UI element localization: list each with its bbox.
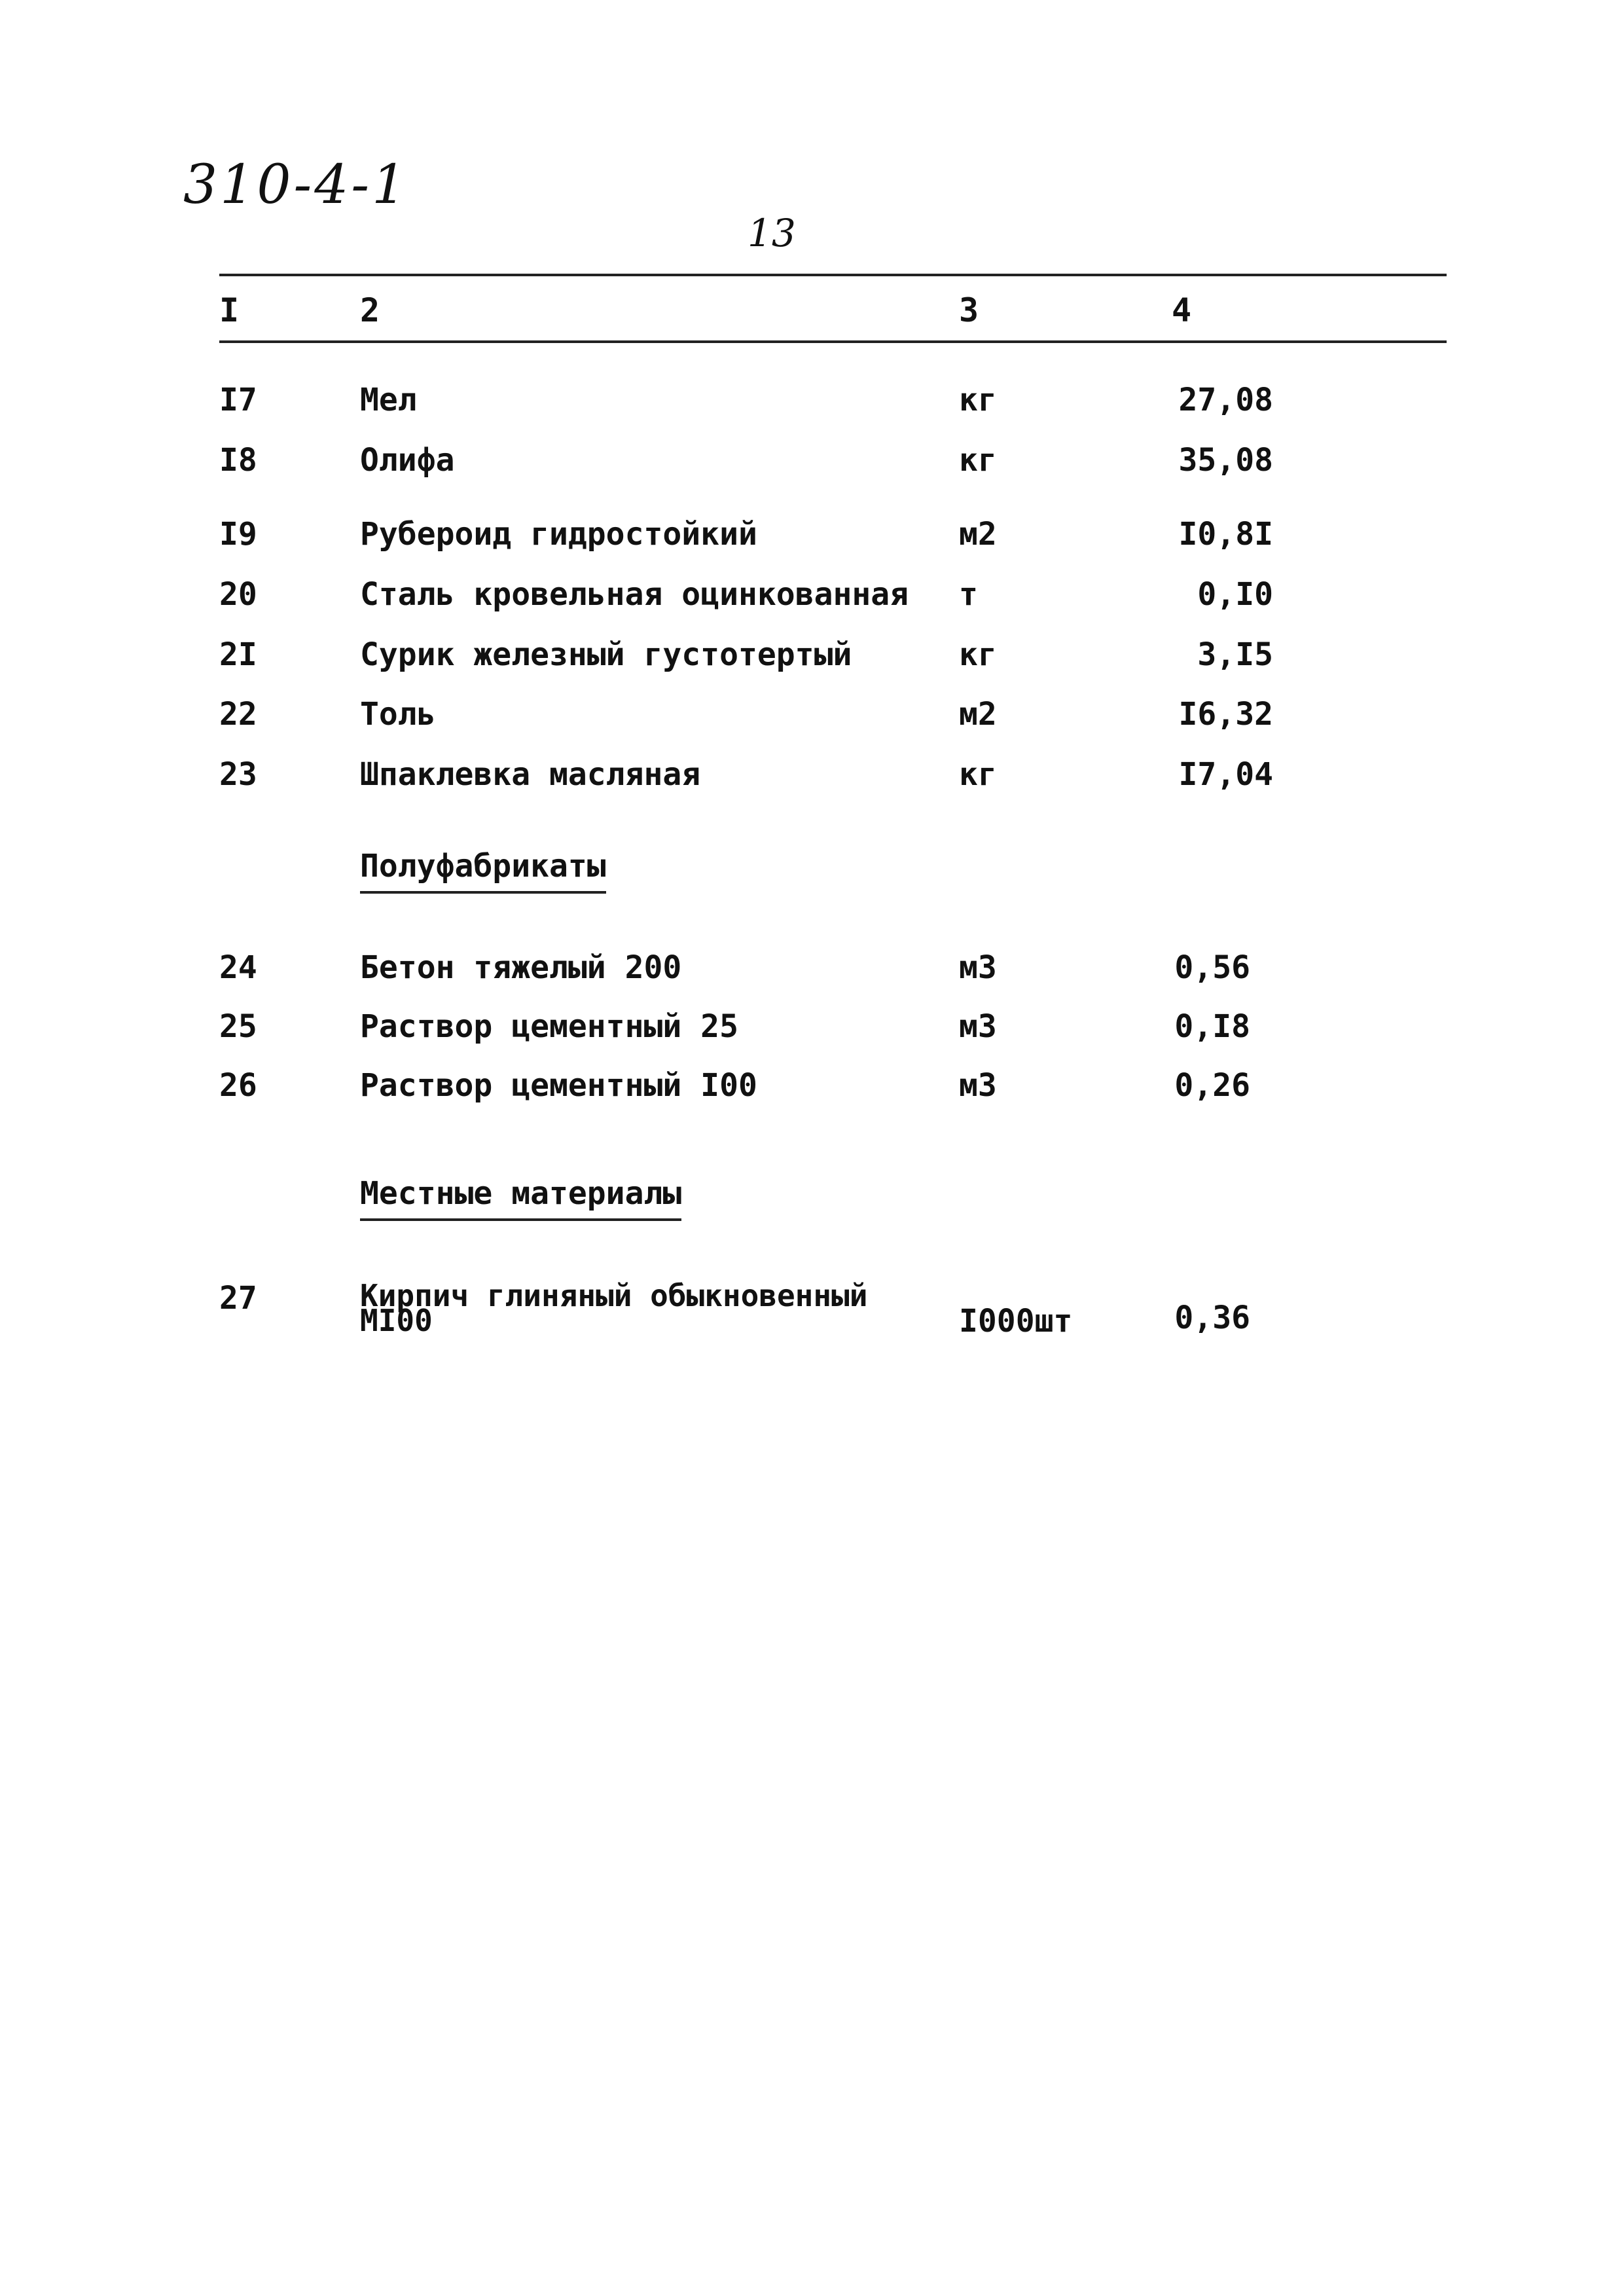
material-name-line-1: Кирпич глиняный обыкновенный xyxy=(360,1278,868,1313)
row-number: 27 xyxy=(219,1280,257,1317)
row-number: 22 xyxy=(219,696,257,733)
unit: кг xyxy=(959,756,997,793)
quantity: I0,8I xyxy=(1178,516,1273,553)
section-title-local-materials: Местные материалы xyxy=(360,1175,681,1221)
quantity: 3,I5 xyxy=(1197,636,1273,673)
material-name: Сталь кровельная оцинкованная xyxy=(360,576,909,613)
row-number: I8 xyxy=(219,442,257,479)
unit: м2 xyxy=(959,516,997,553)
row-number: 26 xyxy=(219,1067,257,1104)
unit: кг xyxy=(959,442,997,479)
header-col-4: 4 xyxy=(1172,291,1192,329)
quantity: 27,08 xyxy=(1178,382,1273,418)
unit: кг xyxy=(959,636,997,673)
quantity: 35,08 xyxy=(1178,442,1273,479)
unit: м3 xyxy=(959,1067,997,1104)
quantity: 0,I0 xyxy=(1197,576,1273,613)
header-col-3: 3 xyxy=(959,291,979,329)
quantity: 0,36 xyxy=(1174,1300,1250,1336)
section-title-semi-finished: Полуфабрикаты xyxy=(360,848,606,894)
quantity: 0,56 xyxy=(1174,949,1250,986)
material-name: Сурик железный густотертый xyxy=(360,636,852,673)
row-number: I7 xyxy=(219,382,257,418)
material-name-line-2: МI00 xyxy=(360,1303,433,1338)
page-number: 13 xyxy=(748,211,796,255)
quantity: 0,I8 xyxy=(1174,1008,1250,1045)
material-name: Раствор цементный I00 xyxy=(360,1067,757,1104)
row-number: 25 xyxy=(219,1008,257,1045)
unit: м2 xyxy=(959,696,997,733)
unit: м3 xyxy=(959,949,997,986)
header-col-2: 2 xyxy=(360,291,380,329)
material-name: Рубероид гидростойкий xyxy=(360,516,757,553)
unit: т xyxy=(959,576,978,613)
material-name: Шпаклевка масляная xyxy=(360,756,701,793)
row-number: 24 xyxy=(219,949,257,986)
row-number: 23 xyxy=(219,756,257,793)
material-name: Мел xyxy=(360,382,417,418)
unit: I000шт xyxy=(959,1303,1073,1339)
quantity: I7,04 xyxy=(1178,756,1273,793)
material-name: Олифа xyxy=(360,442,455,479)
quantity: I6,32 xyxy=(1178,696,1273,733)
header-col-1: I xyxy=(219,291,240,329)
unit: м3 xyxy=(959,1008,997,1045)
row-number: I9 xyxy=(219,516,257,553)
document-code: 310-4-1 xyxy=(183,154,409,216)
row-number: 20 xyxy=(219,576,257,613)
material-name: Толь xyxy=(360,696,436,733)
row-number: 2I xyxy=(219,636,257,673)
table-top-rule xyxy=(219,274,1447,276)
table-header-rule xyxy=(219,340,1447,343)
material-name: Раствор цементный 25 xyxy=(360,1008,738,1045)
unit: кг xyxy=(959,382,997,418)
material-name: Бетон тяжелый 200 xyxy=(360,949,682,986)
quantity: 0,26 xyxy=(1174,1067,1250,1104)
